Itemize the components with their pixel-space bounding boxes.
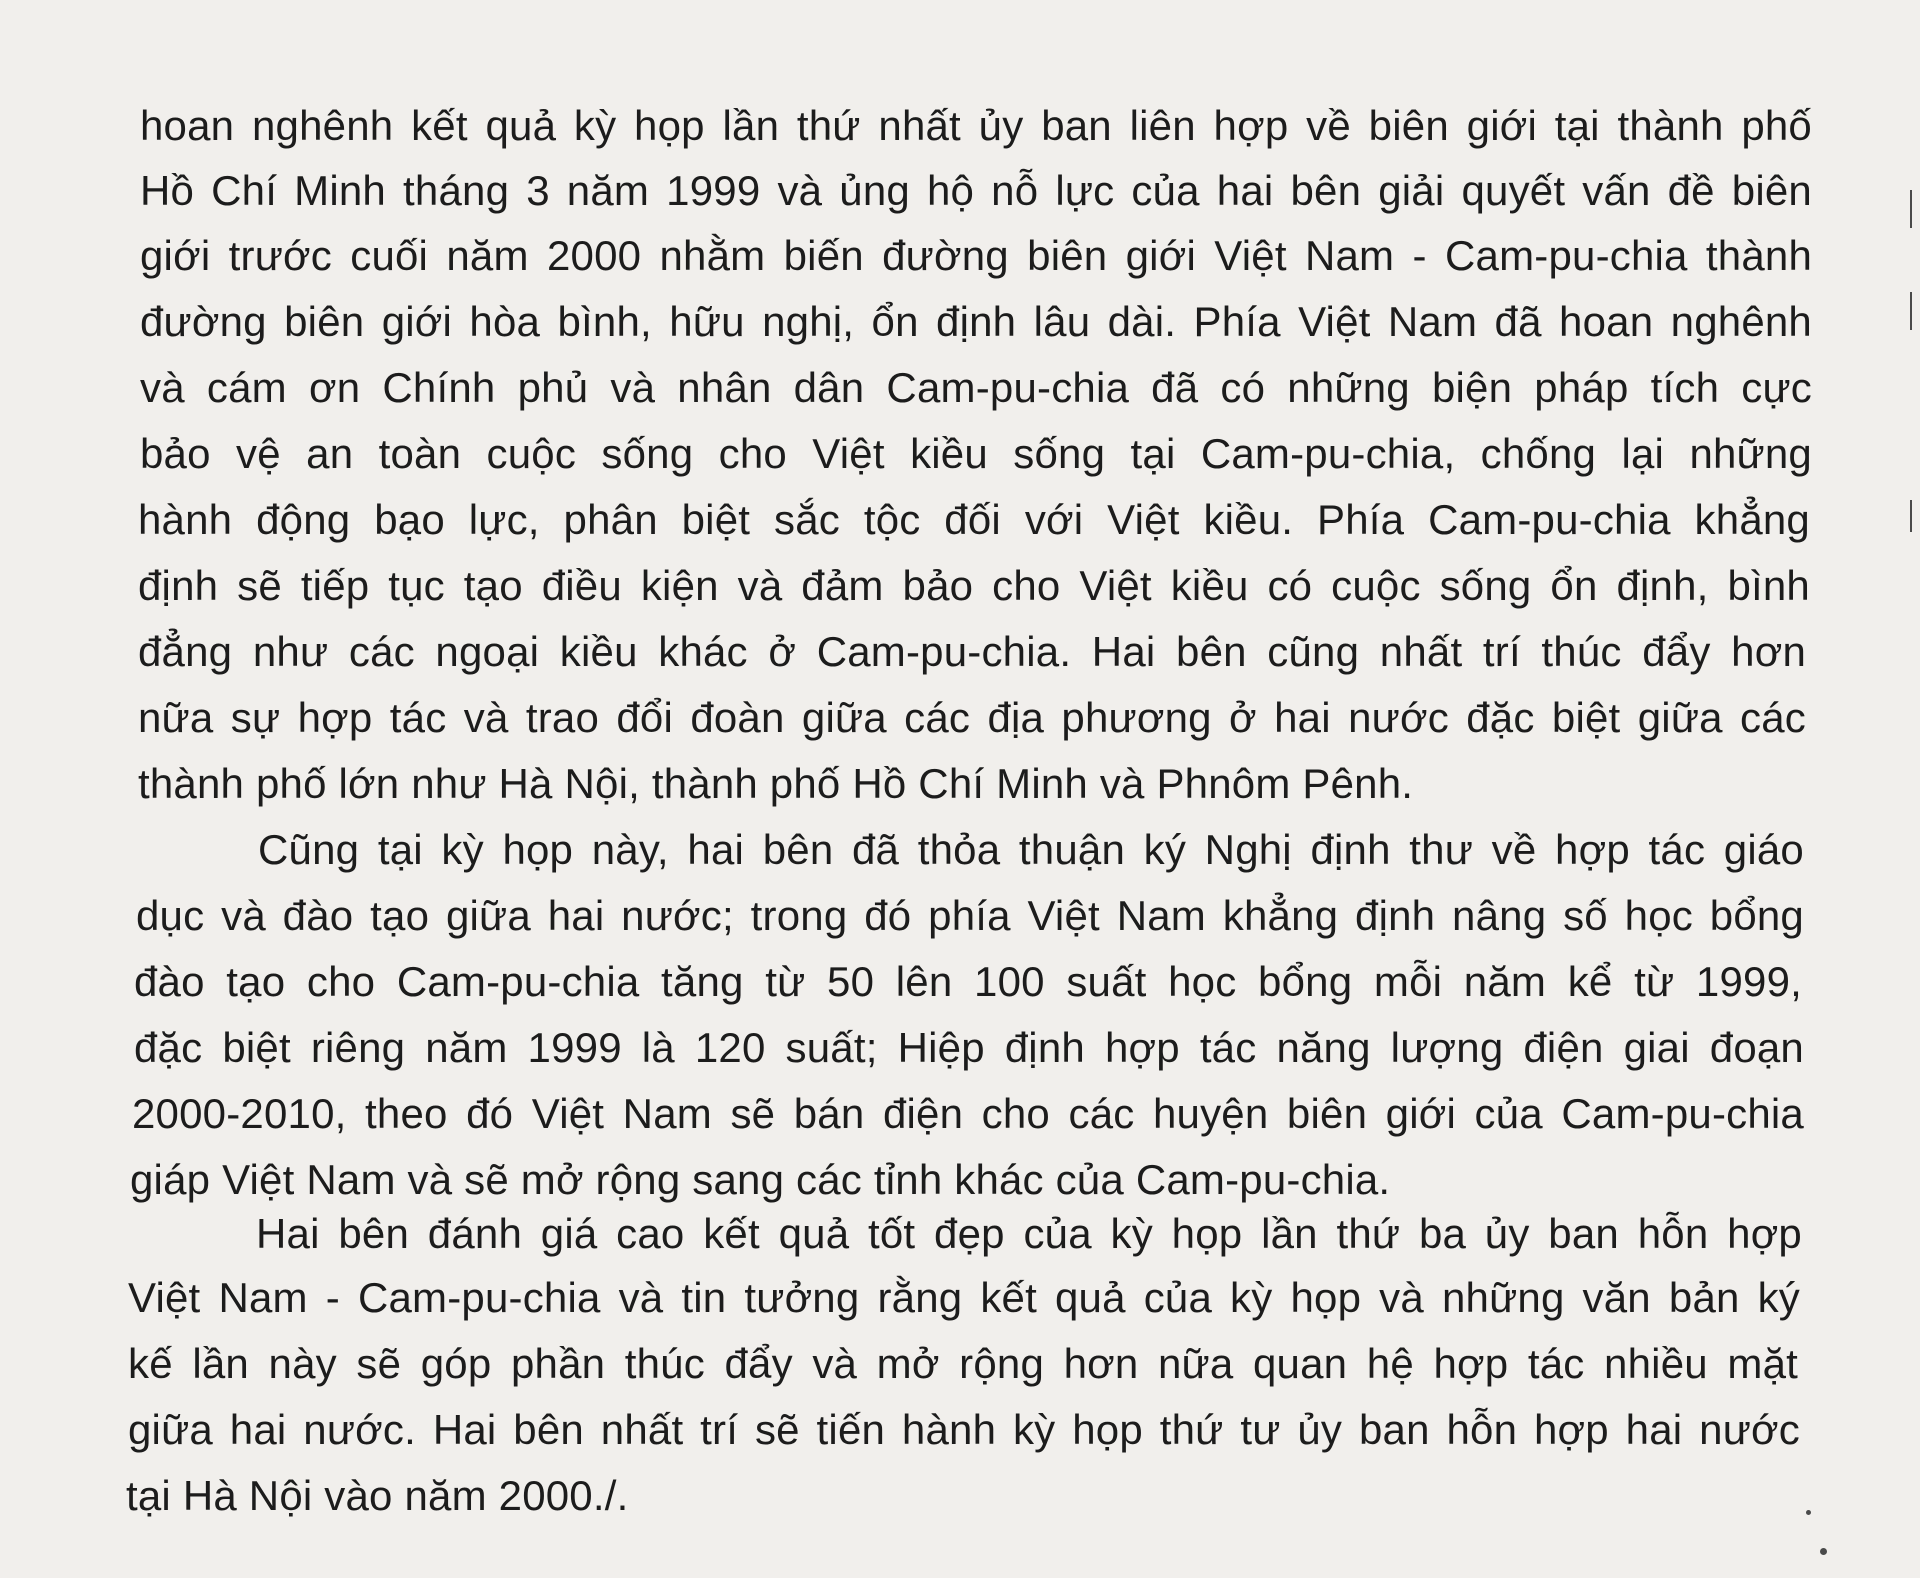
paragraph-3-line-5: tại Hà Nội vào năm 2000./. [126, 1472, 629, 1519]
paragraph-1-line-5: và cám ơn Chính phủ và nhân dân Cam-pu-chia đã có những biện pháp tích cực [140, 364, 1812, 411]
scan-speck [1820, 1548, 1827, 1555]
paragraph-2-line-6: giáp Việt Nam và sẽ mở rộng sang các tỉnh khác của Cam-pu-chia. [130, 1156, 1391, 1203]
paragraph-2-line-4: đặc biệt riêng năm 1999 là 120 suất; Hiệp định hợp tác năng lượng điện giai đoạn [134, 1024, 1804, 1071]
paragraph-1-line-6: bảo vệ an toàn cuộc sống cho Việt kiều sống tại Cam-pu-chia, chống lại những [140, 430, 1812, 477]
scan-speck [1806, 1510, 1811, 1515]
paragraph-3-line-4: giữa hai nước. Hai bên nhất trí sẽ tiến hành kỳ họp thứ tư ủy ban hỗn hợp hai nước [128, 1406, 1800, 1453]
paragraph-3-line-2: Việt Nam - Cam-pu-chia và tin tưởng rằng kết quả của kỳ họp và những văn bản ký [128, 1274, 1800, 1321]
paragraph-2-line-3: đào tạo cho Cam-pu-chia tăng từ 50 lên 100 suất học bổng mỗi năm kể từ 1999, [134, 958, 1802, 1005]
paragraph-2-line-2: dục và đào tạo giữa hai nước; trong đó phía Việt Nam khẳng định nâng số học bổng [136, 892, 1804, 939]
paragraph-2-line-5: 2000-2010, theo đó Việt Nam sẽ bán điện cho các huyện biên giới của Cam-pu-chia [132, 1090, 1804, 1137]
scan-mark [1910, 500, 1912, 532]
scan-mark [1910, 190, 1912, 228]
paragraph-3-line-3: kế lần này sẽ góp phần thúc đẩy và mở rộng hơn nữa quan hệ hợp tác nhiều mặt [128, 1340, 1798, 1387]
paragraph-1-line-9: đẳng như các ngoại kiều khác ở Cam-pu-chia. Hai bên cũng nhất trí thúc đẩy hơn [138, 628, 1806, 675]
paragraph-1-line-4: đường biên giới hòa bình, hữu nghị, ổn định lâu dài. Phía Việt Nam đã hoan nghênh [140, 298, 1812, 345]
paragraph-1-line-10: nữa sự hợp tác và trao đổi đoàn giữa các địa phương ở hai nước đặc biệt giữa các [138, 694, 1806, 741]
paragraph-1-line-8: định sẽ tiếp tục tạo điều kiện và đảm bảo cho Việt kiều có cuộc sống ổn định, bình [138, 562, 1810, 609]
paragraph-1-line-1: hoan nghênh kết quả kỳ họp lần thứ nhất ủy ban liên hợp về biên giới tại thành phố [140, 102, 1812, 149]
paragraph-1-line-3: giới trước cuối năm 2000 nhằm biến đường biên giới Việt Nam - Cam-pu-chia thành [140, 232, 1812, 279]
paragraph-1-line-2: Hồ Chí Minh tháng 3 năm 1999 và ủng hộ nỗ lực của hai bên giải quyết vấn đề biên [140, 167, 1812, 214]
paragraph-1-line-11: thành phố lớn như Hà Nội, thành phố Hồ Chí Minh và Phnôm Pênh. [138, 760, 1414, 807]
paragraph-1-line-7: hành động bạo lực, phân biệt sắc tộc đối với Việt kiều. Phía Cam-pu-chia khẳng [138, 496, 1810, 543]
paragraph-2-line-1: Cũng tại kỳ họp này, hai bên đã thỏa thuận ký Nghị định thư về hợp tác giáo [258, 826, 1804, 873]
paragraph-3-line-1: Hai bên đánh giá cao kết quả tốt đẹp của kỳ họp lần thứ ba ủy ban hỗn hợp [256, 1210, 1802, 1257]
scan-mark [1910, 292, 1912, 330]
